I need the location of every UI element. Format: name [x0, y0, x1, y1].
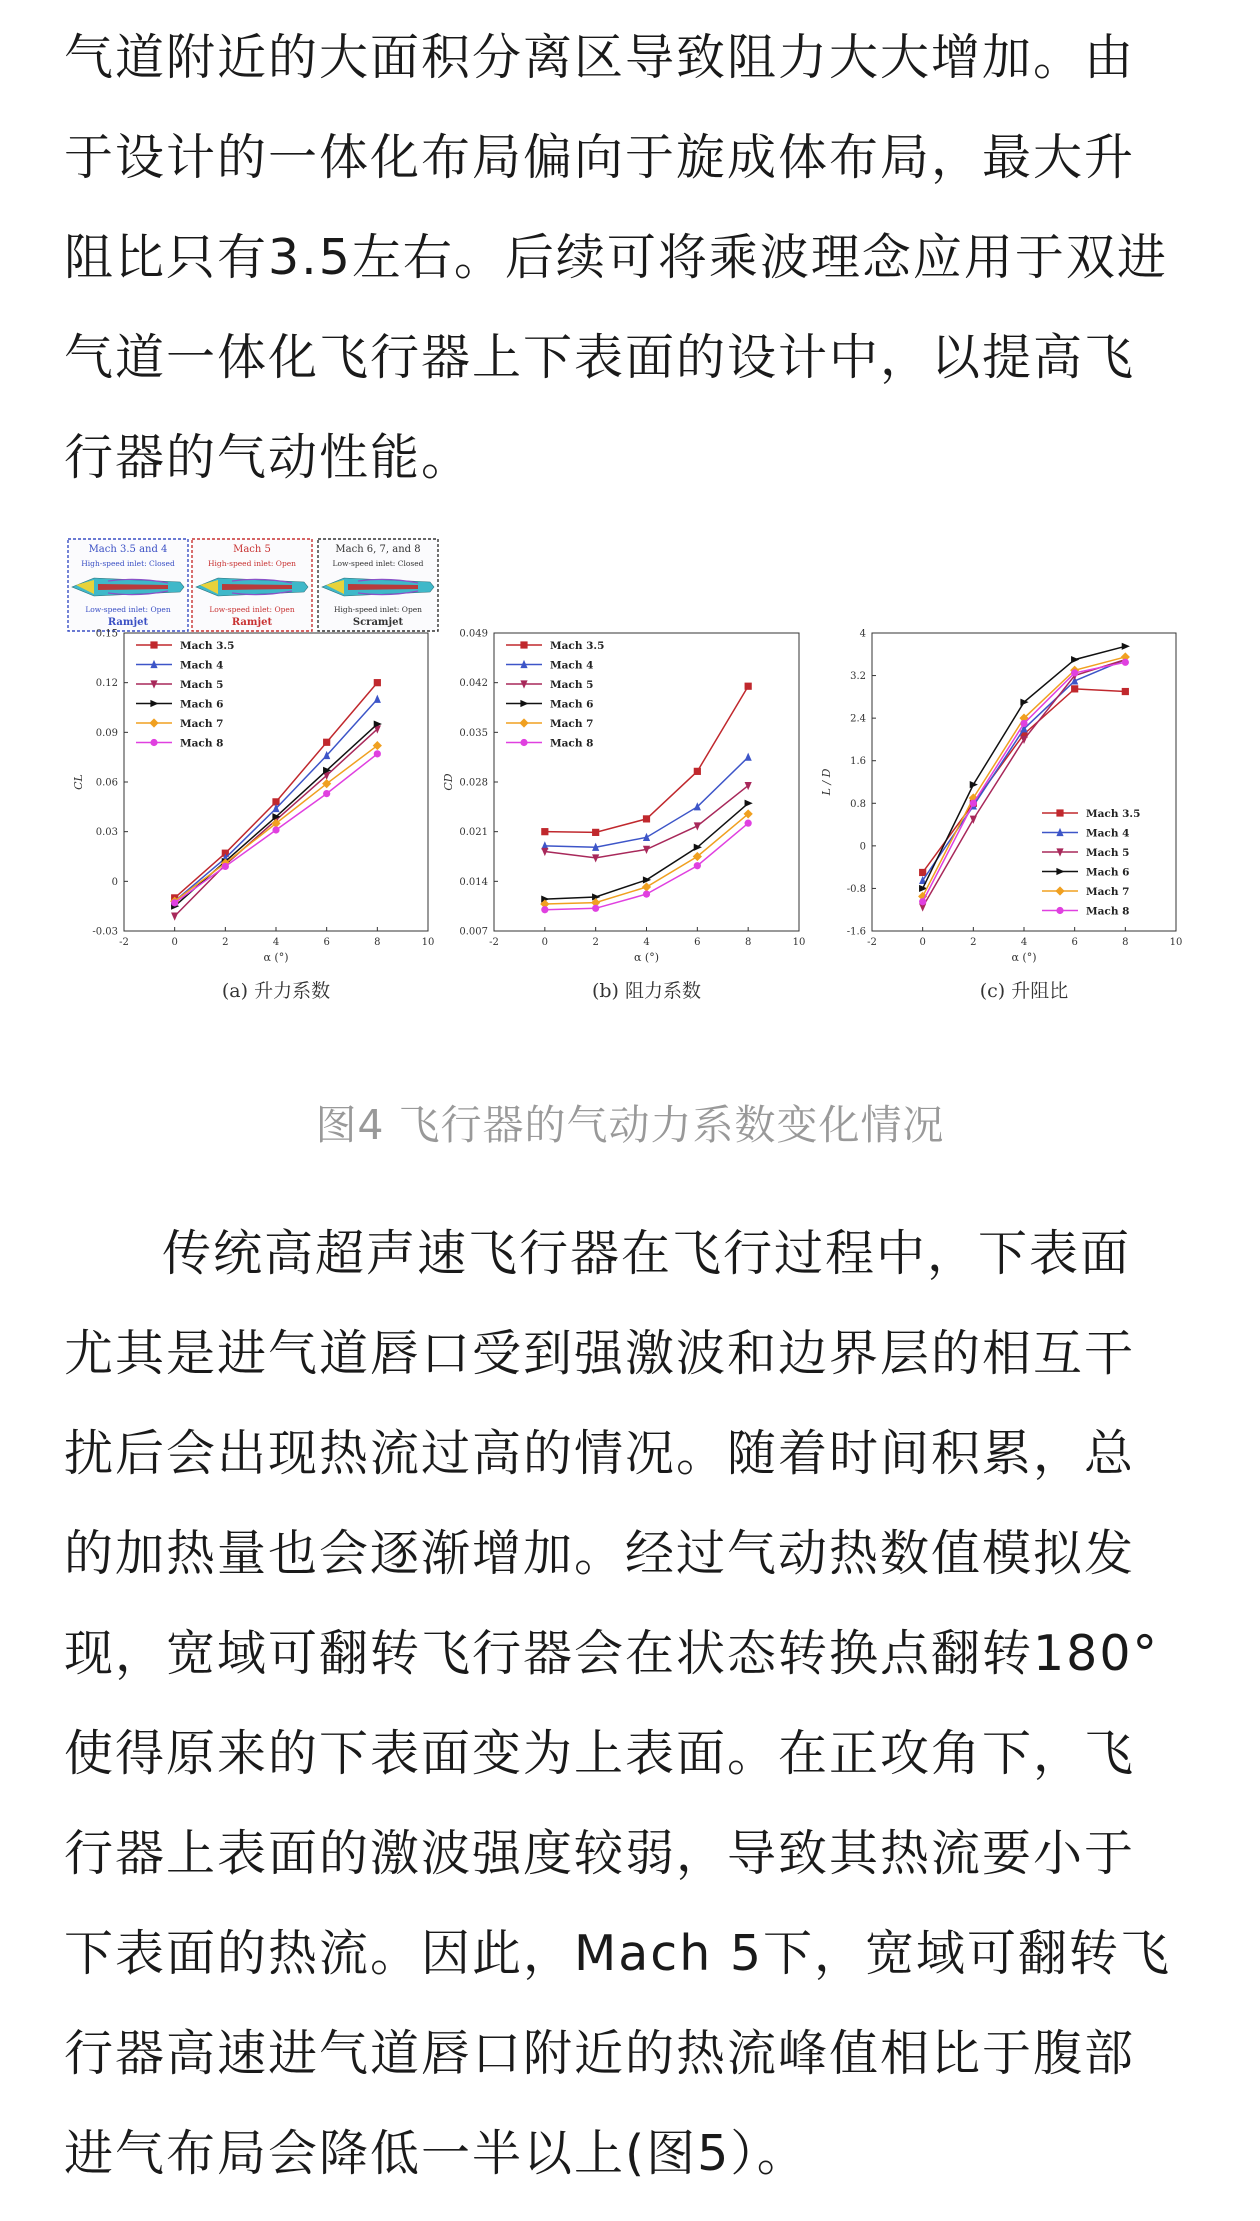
x-tick-label: 6	[1071, 937, 1078, 948]
text-line	[64, 1204, 1200, 1304]
data-point	[374, 750, 381, 757]
legend-label: Mach 8	[1086, 905, 1130, 918]
data-point	[374, 679, 381, 686]
text-line: 扰后会出现热流过高的情况。随着时间积累，总	[64, 1425, 1136, 1482]
flow-path-shape	[98, 584, 168, 590]
y-tick-label: 0	[111, 876, 118, 888]
legend-label: Mach 3.5	[550, 640, 605, 652]
y-tick-label: 0.028	[459, 777, 488, 789]
y-tick-label: 0.06	[95, 777, 118, 789]
y-tick-label: 0.035	[459, 727, 488, 739]
y-tick-label: -0.8	[846, 883, 866, 895]
schematic-inlet-top: Low-speed inlet: Closed	[332, 559, 424, 568]
text-line: 于设计的一体化布局偏向于旋成体布局，最大升	[64, 129, 1136, 186]
plot-frame	[124, 633, 428, 931]
x-tick-label: 10	[1169, 937, 1183, 948]
y-tick-label: 0.12	[95, 678, 118, 690]
schematic-inlet-bottom: Low-speed inlet: Open	[85, 605, 171, 614]
x-tick-label: -2	[867, 937, 877, 948]
x-tick-label: 0	[919, 937, 926, 948]
schematic-panel	[192, 539, 312, 631]
chart-panel	[442, 629, 805, 1003]
y-axis-label: CD	[442, 773, 455, 791]
data-point	[222, 863, 229, 870]
data-point	[745, 683, 752, 690]
y-tick-label: 0.014	[459, 876, 488, 888]
data-point	[1122, 688, 1129, 695]
legend-label: Mach 7	[1086, 886, 1130, 898]
text-line-content: 传统高超声速飞行器在飞行过程中，下表面	[162, 1225, 1132, 1282]
schematic-engine-label: Ramjet	[231, 617, 273, 628]
text-line: 使得原来的下表面变为上表面。在正攻角下，飞	[64, 1725, 1136, 1782]
schematic-engine-label: Ramjet	[107, 617, 149, 628]
data-point	[745, 782, 752, 790]
data-point	[1122, 643, 1130, 650]
data-point	[745, 800, 753, 807]
data-point	[1071, 685, 1078, 692]
y-tick-label: 0.042	[459, 678, 488, 690]
x-tick-label: 8	[374, 937, 381, 948]
chart-panel	[820, 629, 1182, 1003]
x-tick-label: 10	[792, 937, 806, 948]
y-tick-label: 0.8	[850, 798, 866, 810]
text-line: 的加热量也会逐渐增加。经过气动热数值模拟发	[64, 1525, 1136, 1582]
text-line: 现，宽域可翻转飞行器会在状态转换点翻转180°	[64, 1625, 1160, 1682]
data-point	[919, 898, 926, 905]
x-tick-label: 2	[222, 937, 229, 948]
data-point	[1122, 659, 1129, 666]
legend-label: Mach 4	[1086, 827, 1130, 840]
schematic-title: Mach 5	[233, 544, 271, 555]
legend-label: Mach 6	[1086, 866, 1130, 879]
x-tick-label: -2	[119, 937, 129, 948]
text-line: 行器上表面的激波强度较弱，导致其热流要小于	[64, 1825, 1136, 1882]
text-line: 下表面的热流。因此，Mach 5下，宽域可翻转飞	[64, 1925, 1172, 1982]
data-point	[1071, 669, 1078, 676]
y-axis-label: L / D	[820, 768, 833, 796]
data-point	[374, 695, 381, 703]
y-tick-label: 0.09	[95, 727, 118, 739]
data-point	[272, 826, 279, 833]
data-point	[323, 739, 330, 746]
schematic-inlet-top: High-speed inlet: Open	[207, 559, 297, 568]
y-tick-label: 0.007	[459, 926, 488, 938]
data-point	[1071, 656, 1079, 663]
text-line: 阻比只有3.5左右。后续可将乘波理念应用于双进	[64, 229, 1168, 286]
data-point	[520, 739, 527, 746]
y-tick-label: 4	[859, 628, 866, 640]
charts-group	[72, 629, 1182, 1003]
x-tick-label: 2	[970, 937, 977, 948]
legend-label: Mach 6	[550, 698, 594, 711]
data-point	[1056, 907, 1063, 914]
schematic-panel	[68, 539, 188, 631]
x-tick-label: 4	[272, 937, 280, 948]
data-point	[520, 641, 527, 648]
y-tick-label: -1.6	[846, 926, 866, 938]
paragraph-1	[64, 8, 1200, 508]
legend-label: Mach 4	[550, 659, 594, 672]
data-point	[323, 790, 330, 797]
data-point	[149, 718, 158, 727]
schematic-title: Mach 3.5 and 4	[88, 544, 168, 555]
x-tick-label: 4	[1020, 937, 1028, 948]
y-tick-label: 0.049	[459, 628, 488, 640]
data-point	[643, 833, 650, 841]
x-tick-label: 8	[744, 937, 752, 948]
x-tick-label: 2	[592, 937, 599, 948]
data-point	[1056, 809, 1063, 816]
data-point	[642, 882, 651, 891]
x-tick-label: -2	[489, 937, 499, 948]
x-tick-label: 8	[1122, 937, 1129, 948]
legend-label: Mach 8	[180, 737, 224, 750]
text-line: 气道附近的大面积分离区导致阻力大大增加。由	[64, 29, 1136, 86]
x-tick-label: 6	[323, 937, 330, 948]
legend-label: Mach 5	[1086, 847, 1130, 859]
legend-label: Mach 4	[180, 659, 224, 672]
flow-path-shape	[348, 584, 418, 590]
legend-label: Mach 7	[550, 718, 594, 730]
y-tick-label: 0	[859, 841, 866, 853]
data-point	[592, 854, 599, 862]
x-axis-label: α (°)	[1011, 951, 1037, 964]
series-line	[175, 683, 378, 898]
flow-path-shape	[222, 584, 292, 590]
data-point	[745, 753, 752, 761]
text-line: 行器高速进气道唇口附近的热流峰值相比于腹部	[64, 2025, 1136, 2082]
chart-title: (b) 阻力系数	[591, 980, 702, 1002]
x-axis-label: α (°)	[263, 951, 289, 964]
y-axis-label: CL	[72, 774, 85, 790]
chart-title: (a) 升力系数	[221, 980, 331, 1002]
y-tick-label: -0.03	[92, 926, 118, 938]
legend-label: Mach 5	[180, 679, 224, 691]
y-tick-label: 2.4	[850, 713, 866, 725]
legend-label: Mach 7	[180, 718, 224, 730]
x-tick-label: 10	[421, 937, 435, 948]
plot-frame	[872, 633, 1176, 931]
text-line: 气道一体化飞行器上下表面的设计中，以提高飞	[64, 329, 1136, 386]
x-tick-label: 0	[171, 937, 178, 948]
text-line: 行器的气动性能。	[64, 429, 473, 486]
data-point	[171, 899, 178, 906]
y-tick-label: 0.03	[95, 827, 118, 839]
text-line: 尤其是进气道唇口受到强激波和边界层的相互干	[64, 1325, 1136, 1382]
data-point	[592, 829, 599, 836]
legend-label: Mach 6	[180, 698, 224, 711]
x-tick-label: 4	[643, 937, 650, 948]
data-point	[643, 815, 650, 822]
data-point	[592, 905, 599, 912]
data-point	[171, 913, 178, 921]
y-tick-label: 0.021	[459, 827, 488, 839]
data-point	[745, 820, 752, 827]
data-point	[970, 800, 977, 807]
y-tick-label: 1.6	[850, 756, 866, 768]
schematic-inlet-bottom: High-speed inlet: Open	[333, 605, 423, 614]
x-axis-label: α (°)	[633, 951, 660, 964]
legend-label: Mach 5	[550, 679, 594, 691]
series-line	[923, 657, 1126, 896]
schematic-title: Mach 6, 7, and 8	[335, 544, 421, 555]
y-tick-label: 3.2	[850, 671, 866, 683]
data-point	[694, 862, 701, 869]
figure-caption: 图4 飞行器的气动力系数变化情况	[315, 1101, 945, 1149]
schematic-inlet-bottom: Low-speed inlet: Open	[209, 605, 295, 614]
legend-label: Mach 8	[550, 737, 594, 750]
data-point	[643, 891, 650, 898]
aerodynamic-coefficient-figure	[64, 535, 1200, 1055]
data-point	[541, 906, 548, 913]
data-point	[919, 869, 926, 876]
data-point	[150, 700, 158, 707]
legend-label: Mach 3.5	[1086, 808, 1141, 820]
data-point	[694, 768, 701, 775]
data-point	[519, 718, 528, 727]
data-point	[1056, 868, 1064, 875]
x-tick-label: 6	[694, 937, 701, 948]
schematic-engine-label: Scramjet	[352, 617, 404, 628]
schematic-inlet-top: High-speed inlet: Closed	[81, 559, 175, 568]
paragraph-2	[64, 1204, 1200, 2204]
data-point	[970, 781, 978, 788]
chart-panel	[72, 629, 434, 1003]
data-point	[150, 739, 157, 746]
data-point	[150, 641, 157, 648]
data-point	[1055, 886, 1064, 895]
chart-title: (c) 升阻比	[979, 980, 1069, 1002]
text-line: 进气布局会降低一半以上(图5）。	[64, 2125, 808, 2182]
data-point	[520, 700, 528, 707]
schematic-panel	[318, 539, 438, 631]
data-point	[1020, 720, 1027, 727]
x-tick-label: 0	[541, 937, 549, 948]
flight-mode-schematics	[68, 539, 438, 631]
legend-label: Mach 3.5	[180, 640, 235, 652]
y-tick-label: 0.15	[95, 628, 118, 640]
data-point	[541, 828, 548, 835]
